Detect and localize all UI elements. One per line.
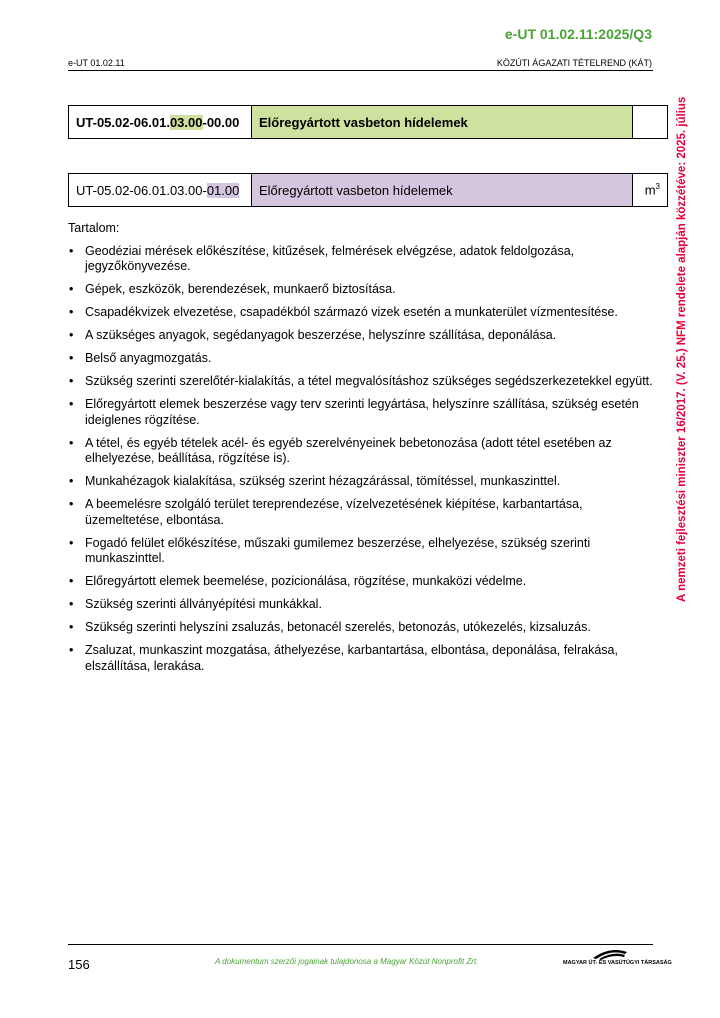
code-highlight: 01.00 [206, 182, 240, 198]
list-item-text: Előregyártott elemek beemelése, pozicionálása, rögzítése, munkaközi védelme. [85, 574, 527, 588]
list-item-text: Szükség szerinti szerelőtér-kialakítás, a tétel megvalósításhoz szükséges segédszerkezetekkel együtt. [85, 374, 653, 388]
list-item-text: Csapadékvizek elvezetése, csapadékból származó vizek esetén a munkaterület vízmentesítése. [85, 305, 618, 319]
item-code [69, 106, 252, 139]
unit-exponent: 3 [655, 182, 660, 192]
list-item [68, 574, 658, 590]
item-name: Előregyártott vasbeton hídelemek [252, 106, 633, 139]
unit-base: m [644, 182, 656, 198]
company-logo-text: MAGYAR ÚT- ÉS VASÚTÜGYI TÁRSASÁG [563, 960, 672, 966]
list-item [68, 328, 658, 344]
list-item-text: Fogadó felület előkészítése, műszaki gumilemez beszerzése, elhelyezése, szükség szerinti munkaszinttel. [85, 535, 591, 565]
list-item [68, 536, 658, 567]
item-row-detail [68, 173, 668, 207]
document-code: e-UT 01.02.11:2025/Q3 [504, 26, 652, 42]
item-unit [633, 106, 668, 139]
list-item [68, 497, 658, 528]
bullet-icon: • [69, 243, 74, 258]
list-item [68, 436, 658, 467]
code-suffix: -00.00 [202, 114, 240, 130]
list-item [68, 305, 658, 321]
content-section [68, 221, 658, 682]
list-item-text: A tétel, és egyéb tételek acél- és egyéb szerelvényeinek bebetonozása (adott tétel esetében az elhelyezése, beállítása, rögzítése is). [85, 435, 612, 465]
bullet-icon: • [69, 328, 74, 342]
list-item-text: A szükséges anyagok, segédanyagok beszerzése, helyszínre szállítása, deponálása. [85, 328, 557, 342]
bullet-icon: • [69, 497, 74, 511]
list-item [68, 397, 658, 428]
bullet-icon: • [69, 535, 74, 550]
bullet-icon: • [69, 597, 74, 611]
content-list [68, 244, 658, 675]
list-item [68, 282, 658, 298]
list-item [68, 620, 658, 636]
list-item-text: Szükség szerinti állványépítési munkákkal. [85, 597, 322, 611]
list-item-text: A beemelésre szolgáló terület tereprendezése, vízelvezetésének kiépítése, karbantartása, üzemeltetése, elbontása. [85, 497, 583, 527]
bullet-icon: • [69, 351, 74, 365]
list-item [68, 374, 658, 390]
bullet-icon: • [69, 282, 74, 296]
bullet-icon: • [69, 474, 74, 488]
content-heading: Tartalom: [68, 221, 120, 235]
header-divider [68, 70, 653, 71]
list-item [68, 351, 658, 367]
header-right: KÖZÚTI ÁGAZATI TÉTELREND (KÁT) [496, 58, 652, 68]
list-item-text: Gépek, eszközök, berendezések, munkaerő biztosítása. [85, 282, 396, 296]
publication-side-note: A nemzeti fejlesztési miniszter 16/2017. (V. 25.) NFM rendelete alapján közzétéve: 2025. július [676, 97, 688, 603]
item-row-group [68, 105, 668, 139]
list-item-text: Zsaluzat, munkaszint mozgatása, áthelyezése, karbantartása, elbontása, deponálása, felrakása, elszállítása, lerakása. [85, 643, 618, 673]
bullet-icon: • [69, 620, 74, 634]
item-code [69, 174, 252, 207]
list-item [68, 597, 658, 613]
bullet-icon: • [69, 305, 74, 319]
code-prefix: UT-05.02-06.01.03.00- [76, 182, 207, 198]
bullet-icon: • [69, 435, 74, 450]
page-number: 156 [68, 957, 90, 972]
list-item-text: Geodéziai mérések előkészítése, kitűzések, felmérések elvégzése, adatok feldolgozása, jegyzőkönyvezése. [85, 243, 575, 273]
item-name: Előregyártott vasbeton hídelemek [252, 174, 633, 207]
bullet-icon: • [69, 643, 74, 657]
list-item-text: Belső anyagmozgatás. [85, 351, 212, 365]
code-highlight: 03.00 [169, 114, 203, 130]
bullet-icon: • [69, 374, 74, 388]
list-item [68, 244, 658, 275]
list-item [68, 643, 658, 674]
bullet-icon: • [69, 574, 74, 588]
list-item-text: Szükség szerinti helyszíni zsaluzás, betonacél szerelés, betonozás, utókezelés, kizsaluzás. [85, 620, 591, 634]
header-left: e-UT 01.02.11 [68, 58, 125, 68]
copyright-notice: A dokumentum szerzői jogainak tulajdonosa a Magyar Közút Nonprofit Zrt. [215, 957, 479, 966]
list-item [68, 474, 658, 490]
footer-divider [68, 944, 653, 945]
list-item-text: Előregyártott elemek beszerzése vagy terv szerinti legyártása, helyszínre szállítása, szükség esetén ideiglenes rögzítése. [85, 397, 639, 427]
item-unit [633, 174, 668, 207]
bullet-icon: • [69, 397, 74, 411]
list-item-text: Munkahézagok kialakítása, szükség szerint hézagzárással, tömítéssel, munkaszinttel. [85, 474, 561, 488]
code-prefix: UT-05.02-06.01. [76, 114, 170, 130]
